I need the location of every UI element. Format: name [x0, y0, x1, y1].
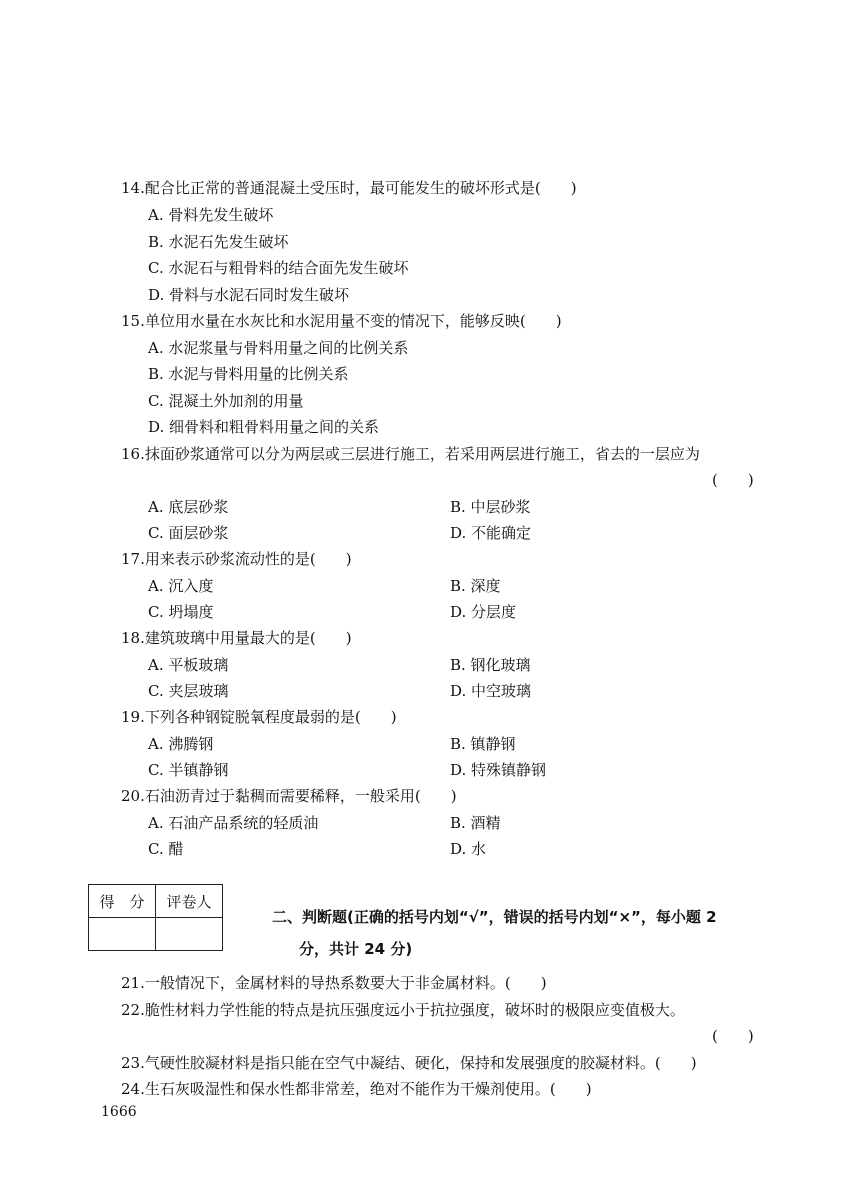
question-22-answer-paren: ( ) — [712, 1027, 754, 1045]
question-22: 22.脆性材料力学性能的特点是抗压强度远小于抗拉强度，破坏时的极限应变值极大。 — [121, 1001, 685, 1019]
question-17-option-d: D. 分层度 — [450, 603, 517, 621]
question-19-option-d: D. 特殊镇静钢 — [450, 761, 547, 779]
question-17-option-c: C. 坍塌度 — [148, 603, 214, 621]
question-15-stem: 15.单位用水量在水灰比和水泥用量不变的情况下，能够反映( ) — [121, 312, 562, 330]
question-16-option-b: B. 中层砂浆 — [450, 498, 531, 516]
score-label: 得 分 — [89, 885, 156, 918]
question-14-option-a: A. 骨料先发生破坏 — [148, 206, 274, 224]
question-20-option-b: B. 酒精 — [450, 814, 501, 832]
question-20-option-c: C. 醋 — [148, 840, 184, 858]
question-15-option-a: A. 水泥浆量与骨料用量之间的比例关系 — [148, 339, 409, 357]
question-18-option-a: A. 平板玻璃 — [148, 656, 229, 674]
question-23: 23.气硬性胶凝材料是指只能在空气中凝结、硬化，保持和发展强度的胶凝材料。( ) — [121, 1054, 697, 1072]
question-14-option-d: D. 骨料与水泥石同时发生破坏 — [148, 286, 350, 304]
question-17-option-a: A. 沉入度 — [148, 577, 214, 595]
question-14-option-c: C. 水泥石与粗骨料的结合面先发生破坏 — [148, 259, 409, 277]
question-21: 21.一般情况下，金属材料的导热系数要大于非金属材料。( ) — [121, 974, 547, 992]
question-16-option-a: A. 底层砂浆 — [148, 498, 229, 516]
grader-label: 评卷人 — [156, 885, 223, 918]
question-20-option-d: D. 水 — [450, 840, 487, 858]
question-15-option-b: B. 水泥与骨料用量的比例关系 — [148, 365, 349, 383]
question-18-option-b: B. 钢化玻璃 — [450, 656, 531, 674]
question-19-option-b: B. 镇静钢 — [450, 735, 516, 753]
question-14-option-b: B. 水泥石先发生破坏 — [148, 233, 289, 251]
question-19-option-a: A. 沸腾钢 — [148, 735, 214, 753]
grader-cell — [156, 918, 223, 951]
question-24: 24.生石灰吸湿性和保水性都非常差，绝对不能作为干燥剂使用。( ) — [121, 1080, 592, 1098]
question-16-stem: 16.抹面砂浆通常可以分为两层或三层进行施工，若采用两层进行施工，省去的一层应为 — [121, 445, 700, 463]
question-16-option-d: D. 不能确定 — [450, 524, 532, 542]
section-2-title: 二、判断题(正确的括号内划“√”，错误的括号内划“×”，每小题 2 — [272, 908, 717, 926]
question-15-option-c: C. 混凝土外加剂的用量 — [148, 392, 304, 410]
question-19-option-c: C. 半镇静钢 — [148, 761, 229, 779]
question-17-option-b: B. 深度 — [450, 577, 501, 595]
question-17-stem: 17.用来表示砂浆流动性的是( ) — [121, 550, 352, 568]
section-2-title-cont: 分，共计 24 分) — [299, 940, 413, 958]
score-table — [88, 884, 223, 951]
question-18-option-c: C. 夹层玻璃 — [148, 682, 229, 700]
question-16-option-c: C. 面层砂浆 — [148, 524, 229, 542]
question-14-stem: 14.配合比正常的普通混凝土受压时，最可能发生的破坏形式是( ) — [121, 179, 577, 197]
score-cell — [89, 918, 156, 951]
question-19-stem: 19.下列各种钢锭脱氧程度最弱的是( ) — [121, 708, 397, 726]
page-number: 1666 — [101, 1104, 137, 1120]
question-16-answer-paren: ( ) — [712, 471, 754, 489]
question-18-option-d: D. 中空玻璃 — [450, 682, 532, 700]
question-15-option-d: D. 细骨料和粗骨料用量之间的关系 — [148, 418, 380, 436]
question-20-option-a: A. 石油产品系统的轻质油 — [148, 814, 319, 832]
question-18-stem: 18.建筑玻璃中用量最大的是( ) — [121, 629, 352, 647]
question-20-stem: 20.石油沥青过于黏稠而需要稀释，一般采用( ) — [121, 787, 457, 805]
